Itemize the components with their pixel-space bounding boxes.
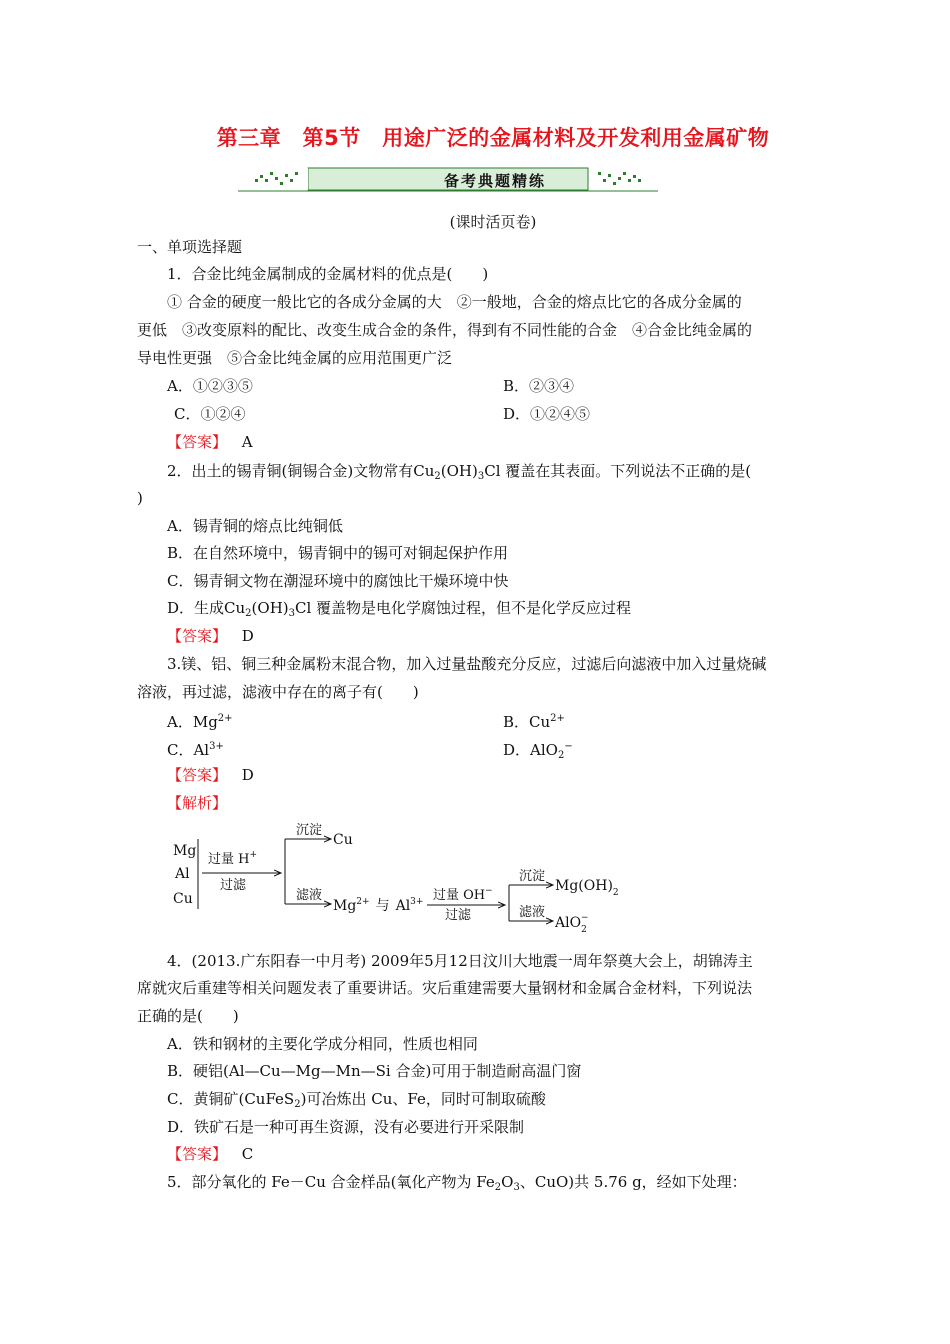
step1-label [208,850,257,867]
answer-label: 【答案】 [167,766,228,784]
subscript: 2 [557,750,565,761]
ion-al-charge: 3+ [410,897,424,907]
text: D．生成Cu [167,599,246,617]
product-mgoh2 [555,878,619,898]
q3-option-c [167,737,224,760]
q1-option-b: B．②③④ [503,377,575,395]
precip1-label: 沉淀 [296,823,323,838]
text: )可冶炼出 Cu、Fe，同时可制取硫酸 [300,1090,546,1108]
answer-value: A [241,433,253,451]
subscript: 2 [494,1182,502,1193]
ion-al: Al [395,898,411,914]
answer-value: C [241,1145,254,1163]
q4-option-b: B．硬铝(Al—Cu—Mg—Mn—Si 合金)可用于制造耐高温门窗 [167,1062,582,1080]
metal-cu: Cu [173,891,193,907]
precip2-label: 沉淀 [519,869,546,884]
ions-text [333,897,423,914]
answer-label: 【答案】 [167,627,228,645]
q3-option-b [503,709,565,732]
q3-option-a [167,709,233,732]
q4-option-c [167,1089,546,1115]
ion-mg: Mg [333,898,357,914]
ions-and: 与 [375,898,390,914]
answer-value: D [241,627,254,645]
superscript: 2+ [550,713,565,724]
q1-body-line3: 导电性更强 ⑤合金比纯金属的应用范围更广泛 [137,349,453,367]
subscript: 3 [513,1182,520,1193]
product-alo2 [554,913,588,935]
q2-option-c: C．锡青铜文物在潮湿环境中的腐蚀比干燥环境中快 [167,572,509,590]
text: Cl 覆盖在其表面。下列说法不正确的是( [484,462,752,480]
q4-option-d: D．铁矿石是一种可再生资源，没有必要进行开采限制 [167,1118,525,1136]
step2-label [433,886,493,903]
step2-reagent: 过量 OH [433,888,486,903]
superscript: 3+ [209,741,224,752]
q1-body-line2: 更低 ③改变原料的配比、改变生成合金的条件，得到有不同性能的合金 ④合金比纯金属的 [137,321,753,339]
q1-body-line1: ① 合金的硬度一般比它的各成分金属的大 ②一般地，合金的熔点比它的各成分金属的 [167,293,742,311]
q5-stem [167,1172,747,1198]
text: 2．出土的锡青铜(铜锡合金)文物常有Cu [167,462,435,480]
q4-stem-line3: 正确的是( ) [137,1007,239,1025]
analysis-label: 【解析】 [167,794,228,812]
subscript: 2 [434,471,441,482]
answer-label: 【答案】 [167,433,228,451]
q2-option-b: B．在自然环境中，锡青铜中的锡可对铜起保护作用 [167,544,509,562]
step2-operation: 过滤 [445,908,472,923]
superscript: − [564,741,573,752]
answer-value: D [241,766,254,784]
product-alo2-formula: AlO [555,915,582,931]
q3-analysis-label [167,793,227,813]
metal-mg: Mg [173,843,197,859]
subscript: 3 [288,608,296,619]
q4-stem-line2: 席就灾后重建等相关问题发表了重要讲话。灾后重建需要大量钢材和金属合金材料，下列说法 [137,979,753,997]
banner-label: 备考典题精练 [443,172,546,190]
q1-option-d: D．①②④⑤ [503,405,591,423]
text: A．Mg [167,713,218,731]
text: D．AlO [503,741,558,759]
step2-reagent-charge: − [485,886,493,896]
q3-stem-line1: 3.镁、铝、铜三种金属粉末混合物，加入过量盐酸充分反应，过滤后向滤液中加入过量烧碱 [167,655,767,673]
q1-answer [167,432,253,452]
reaction-flow-diagram [165,817,645,942]
text: O [501,1173,514,1191]
filtrate2-label: 滤液 [519,905,546,920]
q2-option-d [167,598,631,624]
text: Cl 覆盖物是电化学腐蚀过程，但不是化学反应过程 [295,599,632,617]
q3-stem-line2: 溶液，再过滤，滤液中存在的离子有( ) [137,683,419,701]
metal-al: Al [175,866,190,882]
step1-reagent-charge: + [249,850,258,860]
subtitle: (课时活页卷) [449,213,537,231]
text: B．Cu [503,713,551,731]
text: C．黄铜矿(CuFeS [167,1090,295,1108]
step1-operation: 过滤 [220,878,247,893]
q2-stem-line2: ) [137,489,143,507]
product-alo2-sub: 2 [581,925,587,935]
product-mgoh2-sub: 2 [612,888,619,898]
text: (OH) [251,599,289,617]
answer-label: 【答案】 [167,1145,228,1163]
q1-stem: 1．合金比纯金属制成的金属材料的优点是( ) [167,265,489,283]
subscript: 2 [294,1099,301,1110]
q4-stem-line1: 4．(2013.广东阳春一中月考) 2009年5月12日汶川大地震一周年祭奠大会上，胡锦涛主 [167,952,753,970]
q1-option-c: C．①②④ [174,405,246,423]
ion-mg-charge: 2+ [356,897,370,907]
filtrate1-label: 滤液 [296,888,323,903]
subscript: 3 [477,471,485,482]
q1-option-a: A．①②③⑤ [167,377,253,395]
q3-option-d [503,737,573,766]
product-cu: Cu [333,832,353,848]
text: C．Al [167,741,210,759]
product-alo2-charge: − [580,913,589,923]
text: (OH) [440,462,478,480]
q2-option-a: A．锡青铜的熔点比纯铜低 [167,517,343,535]
page-title: 第三章 第5节 用途广泛的金属材料及开发利用金属矿物 [216,126,770,150]
superscript: 2+ [217,713,233,724]
q2-stem-line1 [167,461,751,487]
subscript: 2 [245,608,252,619]
q4-answer [167,1144,253,1164]
q4-option-a: A．铁和钢材的主要化学成分相同，性质也相同 [167,1035,478,1053]
section-heading: 一、单项选择题 [137,238,243,256]
step1-reagent: 过量 H [208,852,250,867]
q3-answer [167,765,254,785]
text: 、CuO)共 5.76 g，经如下处理： [519,1173,747,1191]
q2-answer [167,626,254,646]
text: 5．部分氧化的 Fe－Cu 合金样品(氧化产物为 Fe [167,1173,495,1191]
product-mgoh2-formula: Mg(OH) [555,878,613,894]
